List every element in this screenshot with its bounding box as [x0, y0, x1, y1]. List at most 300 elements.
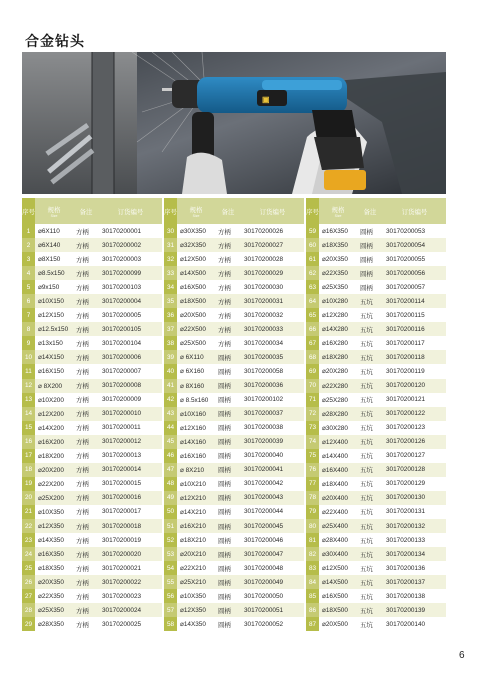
- note-cell: 圆柄: [215, 364, 241, 378]
- order-code-cell: 30170200121: [383, 393, 446, 407]
- row-number: 45: [164, 435, 177, 449]
- order-code-cell: 30170200028: [241, 252, 304, 266]
- row-number: 46: [164, 449, 177, 463]
- row-number: 25: [22, 561, 35, 575]
- row-number: 57: [164, 603, 177, 617]
- note-cell: 方柄: [73, 252, 99, 266]
- row-number: 60: [306, 238, 319, 252]
- note-cell: 方柄: [73, 336, 99, 350]
- spec-cell: ⌀10X350: [35, 505, 73, 519]
- note-cell: 圆柄: [215, 505, 241, 519]
- order-code-cell: 30170200020: [99, 547, 162, 561]
- row-number: 69: [306, 364, 319, 378]
- row-number: 52: [164, 533, 177, 547]
- note-cell: 五坑: [357, 322, 383, 336]
- note-cell: 圆柄: [357, 280, 383, 294]
- spec-cell: ⌀14X500: [319, 575, 357, 589]
- order-code-cell: 30170200105: [99, 322, 162, 336]
- note-cell: 方柄: [215, 252, 241, 266]
- row-number: 50: [164, 505, 177, 519]
- header-spec-label: 规格: [189, 206, 203, 214]
- table-body: [22, 224, 446, 631]
- note-cell: 方柄: [73, 561, 99, 575]
- row-number: 75: [306, 449, 319, 463]
- note-cell: 方柄: [215, 322, 241, 336]
- row-number: 15: [22, 421, 35, 435]
- note-cell: 方柄: [73, 407, 99, 421]
- spec-cell: ⌀16X400: [319, 463, 357, 477]
- spec-cell: ⌀22X400: [319, 505, 357, 519]
- note-cell: 方柄: [73, 238, 99, 252]
- note-cell: 圆柄: [215, 421, 241, 435]
- note-cell: 五坑: [357, 589, 383, 603]
- row-number: 9: [22, 336, 35, 350]
- row-number: 80: [306, 519, 319, 533]
- spec-cell: ⌀20X500: [319, 617, 357, 631]
- order-code-cell: 30170200137: [383, 575, 446, 589]
- note-cell: 方柄: [73, 294, 99, 308]
- note-cell: 方柄: [73, 491, 99, 505]
- header-spec-sub: Size: [192, 213, 200, 218]
- table-row: [22, 322, 446, 336]
- order-code-cell: 30170200055: [383, 252, 446, 266]
- note-cell: 圆柄: [215, 379, 241, 393]
- spec-cell: ⌀14X210: [177, 505, 215, 519]
- spec-cell: ⌀12X350: [177, 603, 215, 617]
- row-number: 72: [306, 407, 319, 421]
- row-number: 54: [164, 561, 177, 575]
- table-row: [22, 477, 446, 491]
- order-code-cell: 30170200129: [383, 477, 446, 491]
- row-number: 29: [22, 617, 35, 631]
- spec-cell: ⌀9x150: [35, 280, 73, 294]
- row-number: 71: [306, 393, 319, 407]
- header-spec: [35, 198, 73, 224]
- table-row: [22, 505, 446, 519]
- note-cell: 方柄: [73, 350, 99, 364]
- spec-cell: ⌀18X350: [35, 561, 73, 575]
- page-title: 合金钻头: [25, 34, 85, 50]
- row-number: 56: [164, 589, 177, 603]
- spec-cell: ⌀16X160: [177, 449, 215, 463]
- table-row: [22, 407, 446, 421]
- table-row: [22, 336, 446, 350]
- hammer-drill-photo-illustration: [22, 52, 446, 194]
- header-spec-label: 规格: [331, 206, 345, 214]
- row-number: 23: [22, 533, 35, 547]
- note-cell: 方柄: [73, 449, 99, 463]
- order-code-cell: 30170200043: [241, 491, 304, 505]
- row-number: 40: [164, 364, 177, 378]
- note-cell: 圆柄: [215, 393, 241, 407]
- note-cell: 方柄: [215, 224, 241, 238]
- spec-cell: ⌀25X210: [177, 575, 215, 589]
- row-number: 11: [22, 364, 35, 378]
- order-code-cell: 30170200045: [241, 519, 304, 533]
- spec-cell: ⌀14X400: [319, 449, 357, 463]
- spec-cell: ⌀22X280: [319, 379, 357, 393]
- spec-cell: ⌀ 8X200: [35, 379, 73, 393]
- spec-cell: ⌀ 6X160: [177, 364, 215, 378]
- spec-cell: ⌀12X160: [177, 421, 215, 435]
- order-code-cell: 30170200126: [383, 435, 446, 449]
- row-number: 62: [306, 266, 319, 280]
- order-code-cell: 30170200011: [99, 421, 162, 435]
- order-code-cell: 30170200052: [241, 617, 304, 631]
- order-code-cell: 30170200002: [99, 238, 162, 252]
- table-row: [22, 238, 446, 252]
- spec-cell: ⌀14X500: [177, 266, 215, 280]
- order-code-cell: 30170200024: [99, 603, 162, 617]
- header-seq: 序号: [306, 198, 319, 224]
- spec-cell: ⌀16X500: [319, 589, 357, 603]
- table-row: [22, 561, 446, 575]
- spec-cell: ⌀12X500: [319, 561, 357, 575]
- table-row: [22, 393, 446, 407]
- header-seq: 序号: [164, 198, 177, 224]
- spec-cell: ⌀22X350: [319, 266, 357, 280]
- note-cell: 五坑: [357, 575, 383, 589]
- order-code-cell: 30170200019: [99, 533, 162, 547]
- table-row: [22, 589, 446, 603]
- order-code-cell: 30170200058: [241, 364, 304, 378]
- note-cell: 圆柄: [215, 561, 241, 575]
- row-number: 37: [164, 322, 177, 336]
- order-code-cell: 30170200132: [383, 519, 446, 533]
- row-number: 77: [306, 477, 319, 491]
- note-cell: 五坑: [357, 435, 383, 449]
- table-row: [22, 463, 446, 477]
- row-number: 16: [22, 435, 35, 449]
- order-code-cell: 30170200031: [241, 294, 304, 308]
- spec-cell: ⌀14X160: [177, 435, 215, 449]
- table-row: [22, 224, 446, 238]
- note-cell: 五坑: [357, 294, 383, 308]
- spec-cell: ⌀14X200: [35, 421, 73, 435]
- row-number: 79: [306, 505, 319, 519]
- spec-cell: ⌀6X140: [35, 238, 73, 252]
- spec-cell: ⌀14X150: [35, 350, 73, 364]
- row-number: 34: [164, 280, 177, 294]
- spec-cell: ⌀18X500: [177, 294, 215, 308]
- order-code-cell: 30170200049: [241, 575, 304, 589]
- spec-cell: ⌀25X200: [35, 491, 73, 505]
- order-code-cell: 30170200015: [99, 477, 162, 491]
- spec-cell: ⌀20X350: [319, 252, 357, 266]
- spec-cell: ⌀20X400: [319, 491, 357, 505]
- spec-cell: ⌀22X200: [35, 477, 73, 491]
- row-number: 31: [164, 238, 177, 252]
- row-number: 35: [164, 294, 177, 308]
- order-code-cell: 30170200030: [241, 280, 304, 294]
- order-code-cell: 30170200016: [99, 491, 162, 505]
- spec-cell: ⌀10X280: [319, 294, 357, 308]
- spec-cell: ⌀14X350: [35, 533, 73, 547]
- order-code-cell: 30170200115: [383, 308, 446, 322]
- note-cell: 方柄: [215, 308, 241, 322]
- note-cell: 方柄: [215, 336, 241, 350]
- spec-cell: ⌀12X210: [177, 491, 215, 505]
- table-row: [22, 421, 446, 435]
- row-number: 68: [306, 350, 319, 364]
- note-cell: 方柄: [73, 280, 99, 294]
- spec-cell: ⌀25X400: [319, 519, 357, 533]
- order-code-cell: 30170200138: [383, 589, 446, 603]
- note-cell: 方柄: [73, 617, 99, 631]
- order-code-cell: 30170200114: [383, 294, 446, 308]
- spec-cell: ⌀ 8X210: [177, 463, 215, 477]
- order-code-cell: 30170200130: [383, 491, 446, 505]
- spec-cell: ⌀14X280: [319, 322, 357, 336]
- row-number: 85: [306, 589, 319, 603]
- order-code-cell: 30170200014: [99, 463, 162, 477]
- note-cell: 方柄: [73, 364, 99, 378]
- row-number: 10: [22, 350, 35, 364]
- row-number: 86: [306, 603, 319, 617]
- row-number: 66: [306, 322, 319, 336]
- order-code-cell: 30170200099: [99, 266, 162, 280]
- note-cell: 五坑: [357, 336, 383, 350]
- row-number: 65: [306, 308, 319, 322]
- header-code: 订货编号: [99, 198, 162, 224]
- table-row: [22, 519, 446, 533]
- header-spec: [177, 198, 215, 224]
- note-cell: 圆柄: [215, 491, 241, 505]
- spec-cell: ⌀12.5x150: [35, 322, 73, 336]
- order-code-cell: 30170200128: [383, 463, 446, 477]
- table-row: [22, 435, 446, 449]
- note-cell: 五坑: [357, 421, 383, 435]
- spec-cell: ⌀16X350: [319, 224, 357, 238]
- spec-cell: ⌀12X500: [177, 252, 215, 266]
- spec-cell: ⌀12X150: [35, 308, 73, 322]
- table-header-row: [22, 198, 446, 224]
- order-code-cell: 30170200122: [383, 407, 446, 421]
- row-number: 49: [164, 491, 177, 505]
- row-number: 84: [306, 575, 319, 589]
- row-number: 70: [306, 379, 319, 393]
- order-code-cell: 30170200009: [99, 393, 162, 407]
- header-note: 备注: [357, 198, 383, 224]
- note-cell: 圆柄: [357, 252, 383, 266]
- row-number: 64: [306, 294, 319, 308]
- order-code-cell: 30170200022: [99, 575, 162, 589]
- spec-cell: ⌀32X350: [177, 238, 215, 252]
- spec-cell: ⌀20X210: [177, 547, 215, 561]
- spec-cell: ⌀10X350: [177, 589, 215, 603]
- order-code-cell: 30170200041: [241, 463, 304, 477]
- row-number: 7: [22, 308, 35, 322]
- row-number: 78: [306, 491, 319, 505]
- order-code-cell: 30170200051: [241, 603, 304, 617]
- note-cell: 圆柄: [215, 449, 241, 463]
- spec-cell: ⌀25X500: [177, 336, 215, 350]
- order-code-cell: 30170200104: [99, 336, 162, 350]
- spec-cell: ⌀20X350: [35, 575, 73, 589]
- spec-cell: ⌀20X500: [177, 308, 215, 322]
- spec-cell: ⌀12X400: [319, 435, 357, 449]
- spec-cell: ⌀12X200: [35, 407, 73, 421]
- spec-cell: ⌀18X500: [319, 603, 357, 617]
- order-code-cell: 30170200042: [241, 477, 304, 491]
- order-code-cell: 30170200117: [383, 336, 446, 350]
- note-cell: 圆柄: [215, 617, 241, 631]
- spec-cell: ⌀20X280: [319, 364, 357, 378]
- order-code-cell: 30170200007: [99, 364, 162, 378]
- order-code-cell: 30170200140: [383, 617, 446, 631]
- table-row: [22, 350, 446, 364]
- row-number: 83: [306, 561, 319, 575]
- spec-cell: ⌀30X280: [319, 421, 357, 435]
- order-code-cell: 30170200037: [241, 407, 304, 421]
- spec-cell: ⌀16X280: [319, 336, 357, 350]
- row-number: 33: [164, 266, 177, 280]
- order-code-cell: 30170200102: [241, 393, 304, 407]
- table-row: [22, 379, 446, 393]
- row-number: 24: [22, 547, 35, 561]
- spec-cell: ⌀22X210: [177, 561, 215, 575]
- row-number: 55: [164, 575, 177, 589]
- spec-cell: ⌀30X350: [177, 224, 215, 238]
- spec-cell: ⌀ 8X160: [177, 379, 215, 393]
- order-code-cell: 30170200131: [383, 505, 446, 519]
- note-cell: 方柄: [73, 589, 99, 603]
- header-note: 备注: [73, 198, 99, 224]
- order-code-cell: 30170200123: [383, 421, 446, 435]
- order-code-cell: 30170200017: [99, 505, 162, 519]
- note-cell: 圆柄: [357, 266, 383, 280]
- note-cell: 方柄: [73, 477, 99, 491]
- spec-cell: ⌀14X350: [177, 617, 215, 631]
- order-code-cell: 30170200004: [99, 294, 162, 308]
- order-code-cell: 30170200044: [241, 505, 304, 519]
- note-cell: 圆柄: [357, 224, 383, 238]
- row-number: 30: [164, 224, 177, 238]
- note-cell: 圆柄: [215, 519, 241, 533]
- row-number: 5: [22, 280, 35, 294]
- note-cell: 方柄: [215, 280, 241, 294]
- order-code-cell: 30170200010: [99, 407, 162, 421]
- row-number: 13: [22, 393, 35, 407]
- note-cell: 方柄: [73, 308, 99, 322]
- spec-cell: ⌀28X400: [319, 533, 357, 547]
- row-number: 58: [164, 617, 177, 631]
- order-code-cell: 30170200026: [241, 224, 304, 238]
- note-cell: 五坑: [357, 449, 383, 463]
- note-cell: 圆柄: [357, 238, 383, 252]
- spec-cell: ⌀22X500: [177, 322, 215, 336]
- page-number: 6: [459, 650, 465, 661]
- order-code-cell: 30170200013: [99, 449, 162, 463]
- row-number: 8: [22, 322, 35, 336]
- spec-cell: ⌀18X400: [319, 477, 357, 491]
- row-number: 22: [22, 519, 35, 533]
- note-cell: 方柄: [73, 547, 99, 561]
- spec-cell: ⌀12X350: [35, 519, 73, 533]
- row-number: 59: [306, 224, 319, 238]
- row-number: 87: [306, 617, 319, 631]
- note-cell: 方柄: [73, 519, 99, 533]
- spec-cell: ⌀16X150: [35, 364, 73, 378]
- table-row: [22, 617, 446, 631]
- note-cell: 圆柄: [215, 575, 241, 589]
- order-code-cell: 30170200033: [241, 322, 304, 336]
- note-cell: 圆柄: [215, 407, 241, 421]
- order-code-cell: 30170200036: [241, 379, 304, 393]
- row-number: 41: [164, 379, 177, 393]
- note-cell: 方柄: [73, 393, 99, 407]
- row-number: 4: [22, 266, 35, 280]
- note-cell: 圆柄: [215, 350, 241, 364]
- order-code-cell: 30170200046: [241, 533, 304, 547]
- note-cell: 圆柄: [215, 477, 241, 491]
- row-number: 38: [164, 336, 177, 350]
- spec-cell: ⌀8X150: [35, 252, 73, 266]
- note-cell: 圆柄: [215, 435, 241, 449]
- spec-cell: ⌀16X200: [35, 435, 73, 449]
- note-cell: 圆柄: [215, 603, 241, 617]
- table-row: [22, 603, 446, 617]
- spec-cell: ⌀30X400: [319, 547, 357, 561]
- note-cell: 五坑: [357, 505, 383, 519]
- order-code-cell: 30170200038: [241, 421, 304, 435]
- header-spec-sub: Size: [334, 213, 342, 218]
- row-number: 82: [306, 547, 319, 561]
- note-cell: 五坑: [357, 379, 383, 393]
- note-cell: 五坑: [357, 393, 383, 407]
- spec-cell: ⌀8.5x150: [35, 266, 73, 280]
- order-code-cell: 30170200025: [99, 617, 162, 631]
- note-cell: 五坑: [357, 407, 383, 421]
- note-cell: 圆柄: [215, 533, 241, 547]
- order-code-cell: 30170200136: [383, 561, 446, 575]
- note-cell: 方柄: [215, 266, 241, 280]
- note-cell: 五坑: [357, 561, 383, 575]
- row-number: 3: [22, 252, 35, 266]
- note-cell: 五坑: [357, 491, 383, 505]
- spec-cell: ⌀18X200: [35, 449, 73, 463]
- order-code-cell: 30170200103: [99, 280, 162, 294]
- spec-cell: ⌀13x150: [35, 336, 73, 350]
- row-number: 43: [164, 407, 177, 421]
- note-cell: 圆柄: [215, 463, 241, 477]
- order-code-cell: 30170200003: [99, 252, 162, 266]
- row-number: 48: [164, 477, 177, 491]
- note-cell: 方柄: [73, 463, 99, 477]
- product-photo: [22, 52, 446, 194]
- order-code-cell: 30170200001: [99, 224, 162, 238]
- note-cell: 方柄: [215, 294, 241, 308]
- header-seq: 序号: [22, 198, 35, 224]
- row-number: 20: [22, 491, 35, 505]
- order-code-cell: 30170200116: [383, 322, 446, 336]
- header-spec: [319, 198, 357, 224]
- row-number: 81: [306, 533, 319, 547]
- order-code-cell: 30170200035: [241, 350, 304, 364]
- row-number: 18: [22, 463, 35, 477]
- spec-cell: ⌀25X350: [319, 280, 357, 294]
- table-row: [22, 280, 446, 294]
- order-code-cell: 30170200006: [99, 350, 162, 364]
- note-cell: 五坑: [357, 603, 383, 617]
- order-code-cell: 30170200127: [383, 449, 446, 463]
- row-number: 17: [22, 449, 35, 463]
- spec-cell: ⌀18X210: [177, 533, 215, 547]
- note-cell: 五坑: [357, 350, 383, 364]
- row-number: 76: [306, 463, 319, 477]
- note-cell: 五坑: [357, 308, 383, 322]
- row-number: 26: [22, 575, 35, 589]
